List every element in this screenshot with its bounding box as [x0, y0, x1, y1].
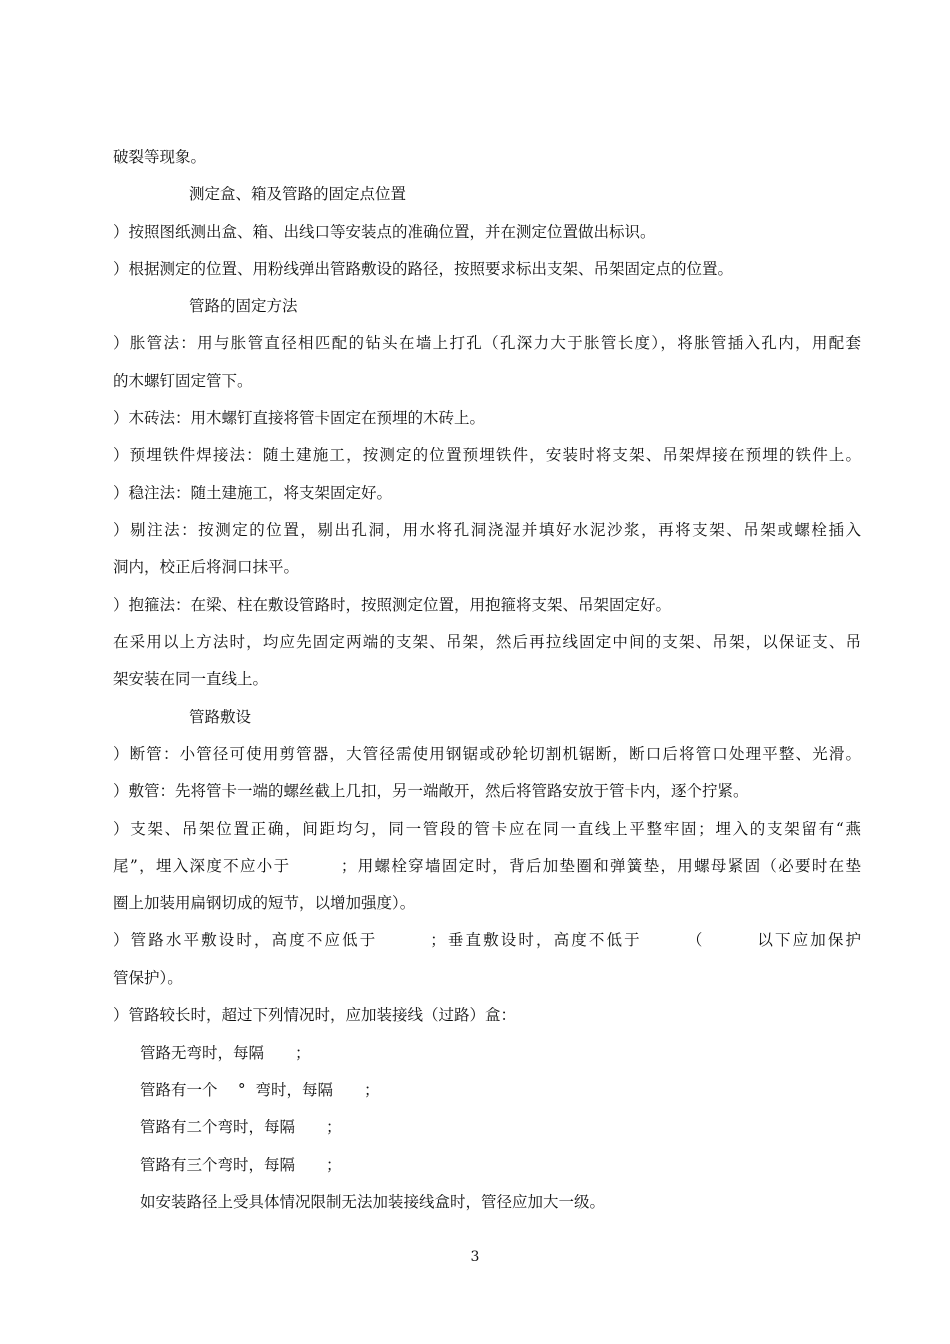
page-number: 3 — [470, 1249, 480, 1265]
sub-item: 管路无弯时，每隔 ； — [140, 1044, 311, 1062]
section-heading: 管路敷设 — [189, 708, 252, 726]
section-heading: 管路的固定方法 — [189, 297, 298, 315]
sub-item: 管路有一个 ° 弯时，每隔 ； — [140, 1081, 380, 1099]
sub-item: 管路有二个弯时，每隔 ； — [140, 1118, 342, 1136]
paragraph-line: 在采用以上方法时，均应先固定两端的支架、吊架，然后再拉线固定中间的支架、吊架，以保证支、吊 — [113, 633, 861, 651]
list-item: ）根据测定的位置、用粉线弹出管路敷设的路径，按照要求标出支架、吊架固定点的位置。 — [113, 260, 734, 278]
list-item: ）木砖法：用木螺钉直接将管卡固定在预埋的木砖上。 — [113, 409, 486, 427]
list-item: ）支架、吊架位置正确，间距均匀，同一管段的管卡应在同一直线上平整牢固；埋入的支架留有“燕 — [113, 820, 861, 838]
list-item: ）断管：小管径可使用剪管器，大管径需使用钢锯或砂轮切割机锯断，断口后将管口处理平整、光滑。 — [113, 745, 861, 763]
list-item: ）预埋铁件焊接法：随土建施工，按测定的位置预埋铁件，安装时将支架、吊架焊接在预埋的铁件上。 — [113, 446, 861, 464]
text-line: 破裂等现象。 — [113, 148, 207, 166]
sub-item: 管路有三个弯时，每隔 ； — [140, 1156, 342, 1174]
sub-item: 如安装路径上受具体情况限制无法加装接线盒时，管径应加大一级。 — [140, 1193, 606, 1211]
list-item: ）敷管：先将管卡一端的螺丝截上几扣，另一端敞开，然后将管路安放于管卡内，逐个拧紧。 — [113, 782, 749, 800]
section-heading: 测定盒、箱及管路的固定点位置 — [189, 185, 407, 203]
text-line: 圈上加装用扁钢切成的短节，以增加强度）。 — [113, 894, 416, 912]
list-item: ）稳注法：随土建施工，将支架固定好。 — [113, 484, 393, 502]
text-line: 架安装在同一直线上。 — [113, 670, 269, 688]
text-line: 管保护）。 — [113, 969, 183, 987]
list-item: ）胀管法：用与胀管直径相匹配的钻头在墙上打孔（孔深力大于胀管长度），将胀管插入孔内，用配套 — [113, 334, 861, 352]
list-item: ）按照图纸测出盒、箱、出线口等安装点的准确位置，并在测定位置做出标识。 — [113, 223, 656, 241]
list-item: ）剔注法：按测定的位置，剔出孔洞，用水将孔洞浇湿并填好水泥沙浆，再将支架、吊架或螺栓插入 — [113, 521, 861, 539]
list-item: ）管路水平敷设时，高度不应低于 ；垂直敷设时，高度不低于 （ 以下应加保护 — [113, 931, 861, 949]
text-line: 的木螺钉固定管下。 — [113, 372, 253, 390]
list-item: ）管路较长时，超过下列情况时，应加装接线（过路）盒： — [113, 1006, 517, 1024]
text-line: 洞内，校正后将洞口抹平。 — [113, 558, 300, 576]
list-item: ）抱箍法：在梁、柱在敷设管路时，按照测定位置，用抱箍将支架、吊架固定好。 — [113, 596, 672, 614]
text-line: 尾”，埋入深度不应小于 ；用螺栓穿墙固定时，背后加垫圈和弹簧垫，用螺母紧固（必要时在垫 — [113, 857, 861, 875]
